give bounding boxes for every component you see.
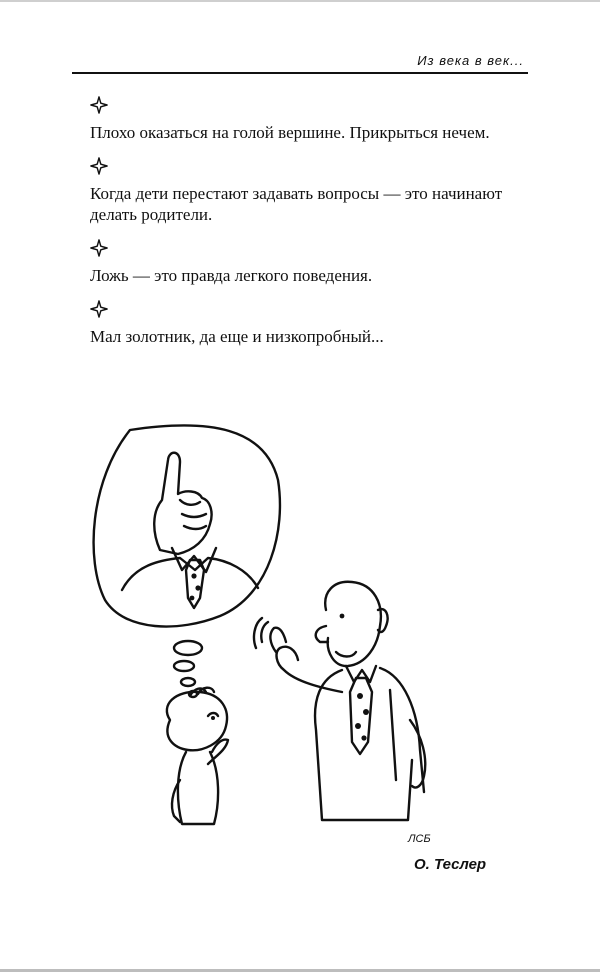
artist-monogram: ЛСБ	[408, 833, 431, 845]
man-tie-dot	[355, 723, 361, 729]
man-tie	[350, 678, 372, 754]
child-eye	[208, 713, 218, 716]
star-ornament-icon	[90, 300, 108, 318]
child-head	[167, 692, 227, 750]
thought-dot-medium	[174, 661, 194, 671]
header-rule	[72, 72, 528, 74]
aphorism-entry	[90, 239, 522, 286]
cartoon-illustration	[90, 420, 510, 850]
aphorism-text: Плохо оказаться на голой вершине. Прикрыться нечем.	[90, 123, 490, 142]
thought-dot-large	[174, 641, 202, 655]
aphorism-entry	[90, 157, 522, 225]
aphorism-entry	[90, 300, 522, 347]
man-mouth	[336, 652, 356, 657]
child-body	[178, 752, 218, 824]
man-tie-dot	[363, 709, 369, 715]
speech-lines	[254, 618, 268, 648]
man-raised-arm	[277, 647, 342, 692]
man-collar	[346, 666, 376, 682]
dream-tie-dot	[190, 596, 195, 601]
man-tie-dot	[357, 693, 363, 699]
page-top-edge	[0, 0, 600, 2]
dream-tie-dot	[195, 585, 200, 590]
man-head	[325, 582, 381, 666]
aphorism-text: Ложь — это правда легкого поведения.	[90, 266, 373, 285]
child-arm	[208, 740, 228, 764]
man-other-arm	[410, 720, 425, 788]
aphorism-entry	[90, 96, 522, 143]
star-ornament-icon	[90, 96, 108, 114]
thought-dot-small	[181, 678, 195, 686]
aphorism-text: Когда дети перестают задавать вопросы — это начинают делать родители.	[90, 184, 503, 224]
aphorism-text: Мал золотник, да еще и низкопробный...	[90, 327, 384, 346]
man-nose	[316, 626, 328, 642]
star-ornament-icon	[90, 157, 108, 175]
artist-signature: О. Теслер	[414, 856, 487, 873]
child-pupil	[211, 716, 215, 720]
man-tie-dot	[361, 735, 366, 740]
aphorism-list	[90, 96, 522, 361]
dream-tie-dot	[191, 573, 196, 578]
dream-finger-knuckles	[180, 500, 206, 529]
star-ornament-icon	[90, 239, 108, 257]
running-head: Из века в век...	[417, 53, 524, 68]
man-eye	[340, 614, 345, 619]
